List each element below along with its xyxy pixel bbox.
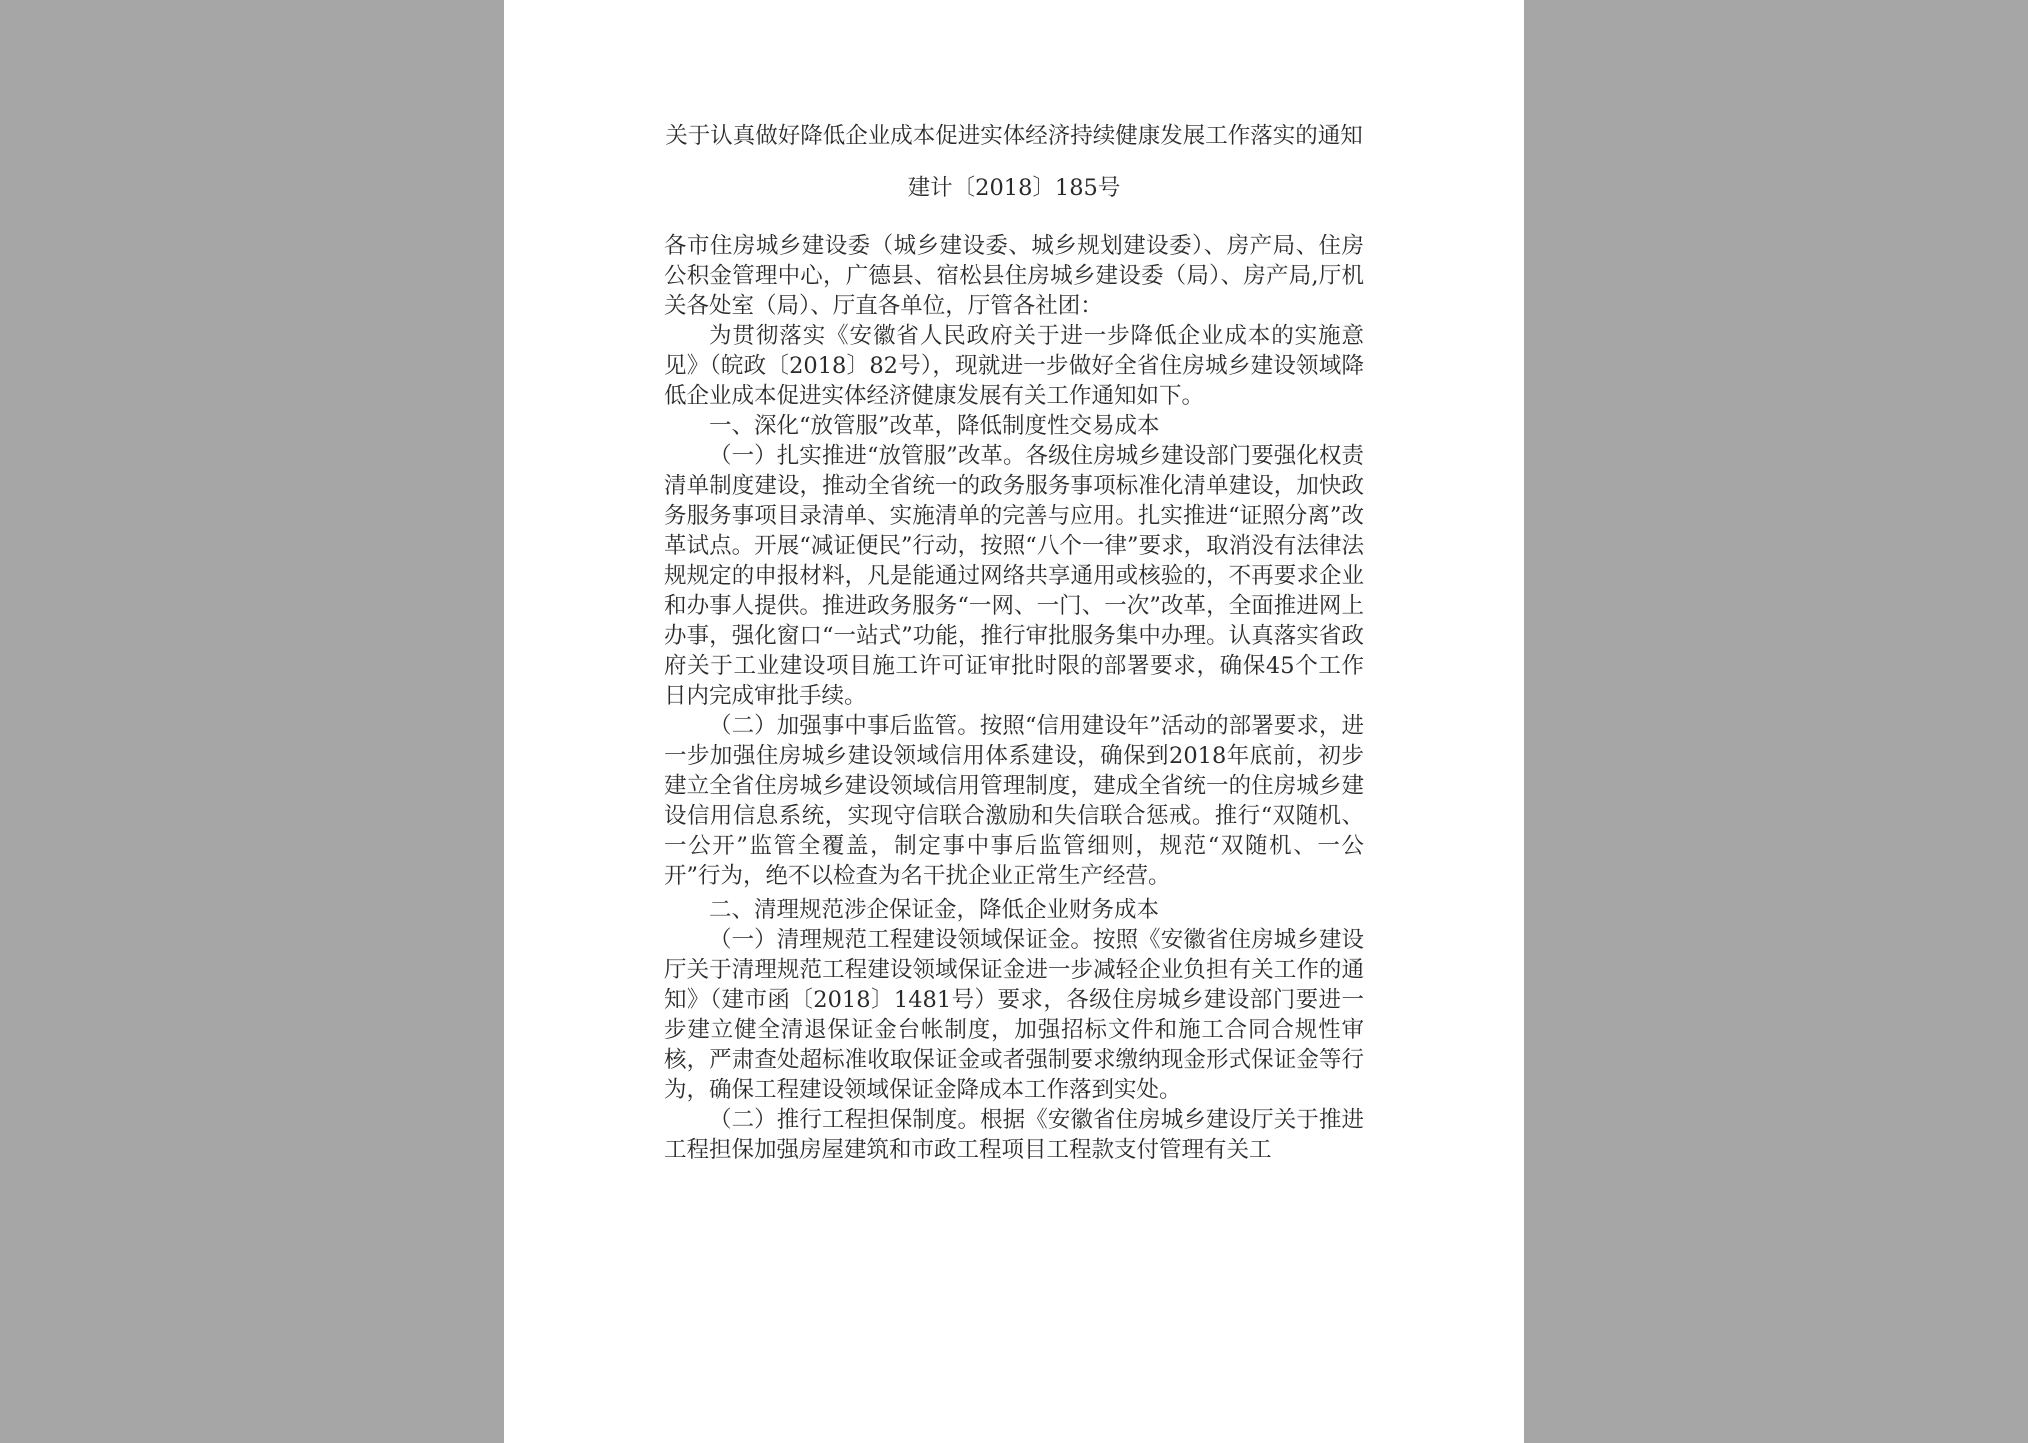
section-heading: 二、清理规范涉企保证金，降低企业财务成本: [709, 897, 1160, 923]
paragraph: （一）清理规范工程建设领域保证金。按照《安徽省住房城乡建设厅关于清理规范工程建设领域保证金进一步减轻企业负担有关工作的通知》（建市函〔2018〕1481号）要求，各级住房城乡建设部门要进一步建立健全清退保证金台帐制度，加强招标文件和施工合同合规性审核，严肃查处超标准收取保证金或者强制要求缴纳现金形式保证金等行为，确保工程建设领域保证金降成本工作落到实处。: [664, 927, 1364, 1103]
addressee: 各市住房城乡建设委（城乡建设委、城乡规划建设委）、房产局、住房公积金管理中心，广德县、宿松县住房城乡建设委（局）、房产局,厅机关各处室（局）、厅直各单位，厅管各社团：: [664, 233, 1364, 319]
document-number: 建计〔2018〕185号: [907, 175, 1121, 201]
section-heading: 一、深化“放管服”改革，降低制度性交易成本: [709, 413, 1160, 439]
document-title: 关于认真做好降低企业成本促进实体经济持续健康发展工作落实的通知: [665, 123, 1363, 149]
paragraph: （二）推行工程担保制度。根据《安徽省住房城乡建设厅关于推进工程担保加强房屋建筑和市政工程项目工程款支付管理有关工: [664, 1107, 1364, 1163]
intro-paragraph: 为贯彻落实《安徽省人民政府关于进一步降低企业成本的实施意见》（皖政〔2018〕82号），现就进一步做好全省住房城乡建设领域降低企业成本促进实体经济健康发展有关工作通知如下。: [664, 323, 1364, 409]
document-page: [504, 0, 1524, 1443]
paragraph: （二）加强事中事后监管。按照“信用建设年”活动的部署要求，进一步加强住房城乡建设领域信用体系建设，确保到2018年底前，初步建立全省住房城乡建设领域信用管理制度，建成全省统一的住房城乡建设信用信息系统，实现守信联合激励和失信联合惩戒。推行“双随机、一公开”监管全覆盖，制定事中事后监管细则，规范“双随机、一公开”行为，绝不以检查为名干扰企业正常生产经营。: [664, 713, 1364, 889]
document-body: [664, 120, 1364, 1165]
paragraph: （一）扎实推进“放管服”改革。各级住房城乡建设部门要强化权责清单制度建设，推动全省统一的政务服务事项标准化清单建设，加快政务服务事项目录清单、实施清单的完善与应用。扎实推进“证照分离”改革试点。开展“减证便民”行动，按照“八个一律”要求，取消没有法律法规规定的申报材料，凡是能通过网络共享通用或核验的，不再要求企业和办事人提供。推进政务服务“一网、一门、一次”改革，全面推进网上办事，强化窗口“一站式”功能，推行审批服务集中办理。认真落实省政府关于工业建设项目施工许可证审批时限的部署要求，确保45个工作日内完成审批手续。: [664, 443, 1364, 709]
